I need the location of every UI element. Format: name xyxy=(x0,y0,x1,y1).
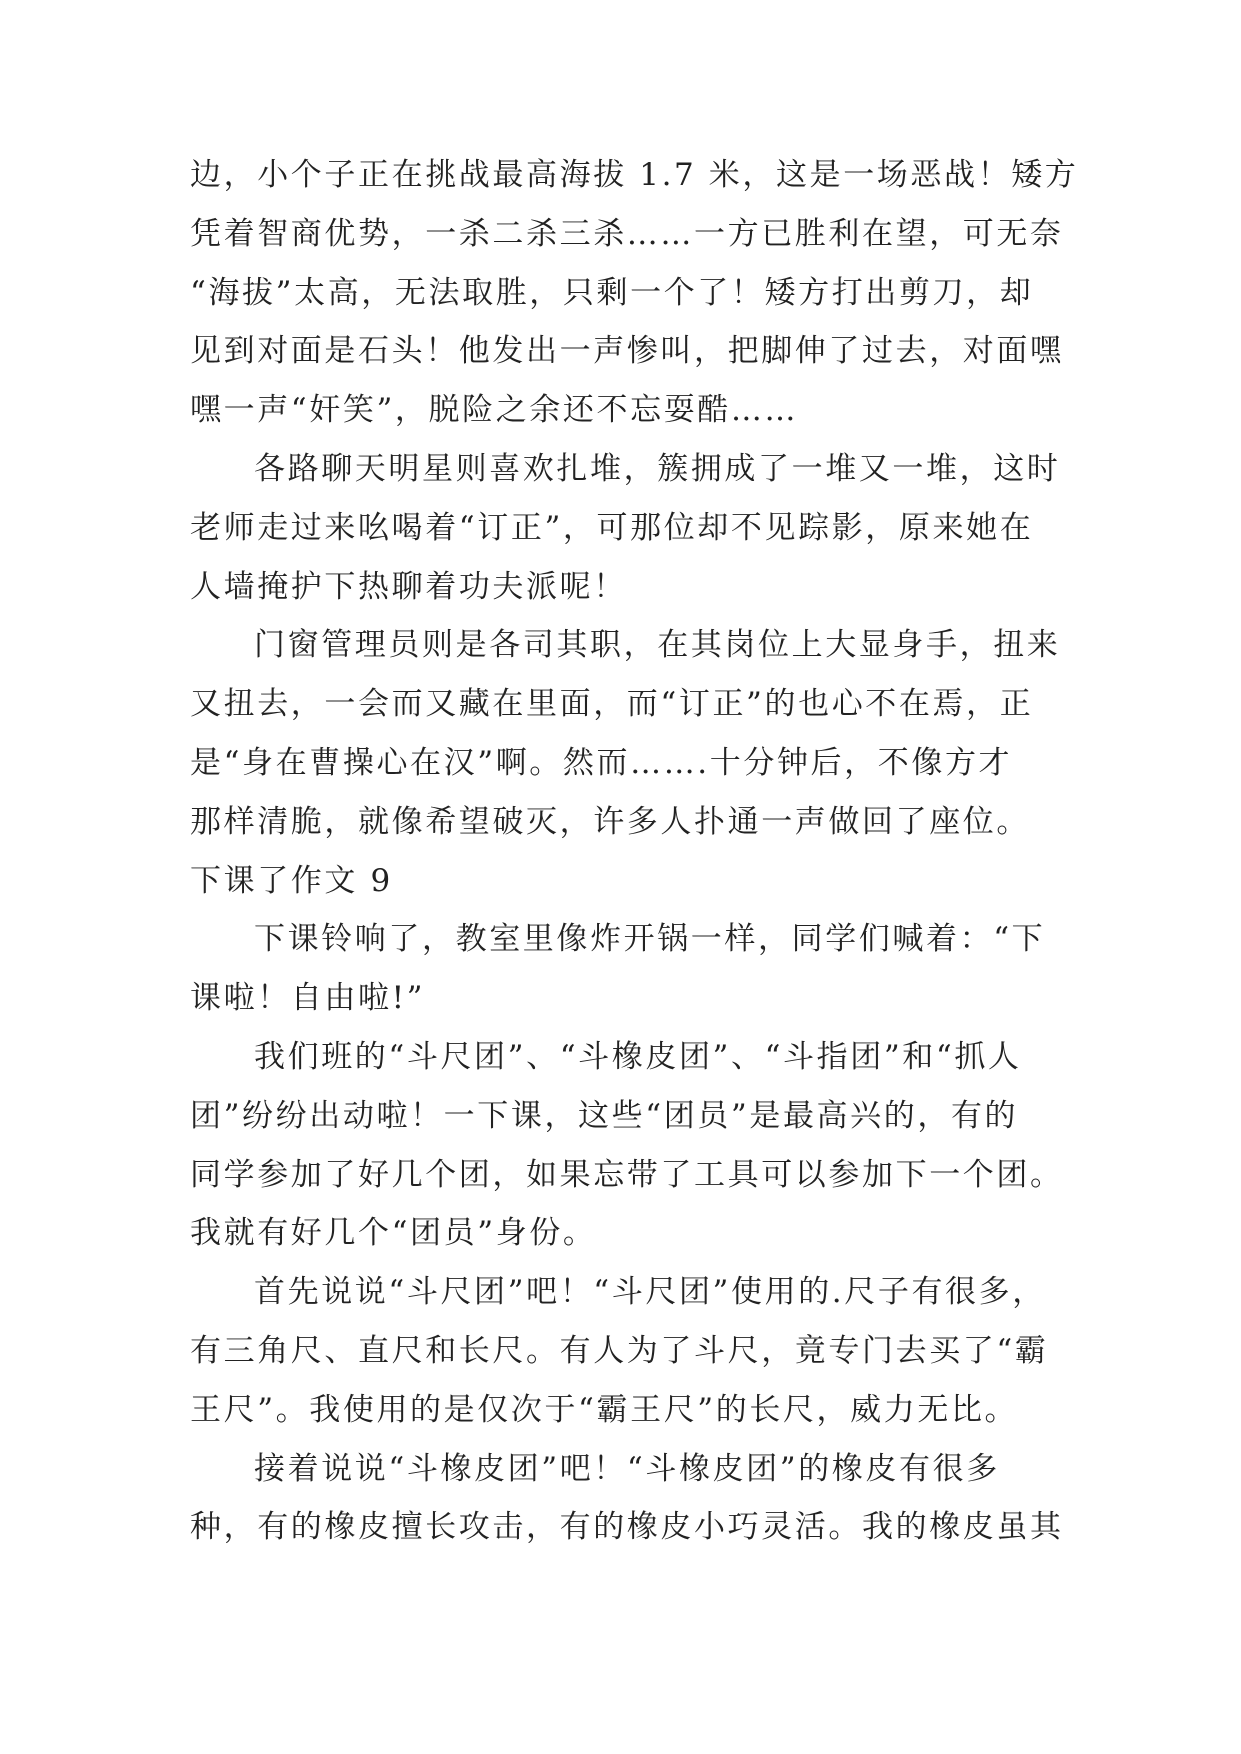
text-line: 有三角尺、直尺和长尺。有人为了斗尺，竟专门去买了“霸 xyxy=(190,1332,1049,1369)
text-line: 种，有的橡皮擅长攻击，有的橡皮小巧灵活。我的橡皮虽其 xyxy=(190,1509,1064,1546)
text-line: 团”纷纷出动啦！一下课，这些“团员”是最高兴的，有的 xyxy=(190,1097,1019,1134)
text-line: 又扭去，一会而又藏在里面，而“订正”的也心不在焉，正 xyxy=(190,686,1034,723)
text-line: 老师走过来吆喝着“订正”，可那位却不见踪影，原来她在 xyxy=(190,509,1034,546)
text-line: 课啦！自由啦!” xyxy=(190,980,426,1017)
text-line: 边，小个子正在挑战最高海拔 1.7 米，这是一场恶战！矮方 xyxy=(190,157,1079,193)
text-line: 见到对面是石头！他发出一声惨叫，把脚伸了过去，对面嘿 xyxy=(190,333,1064,370)
paragraph-first-line: 各路聊天明星则喜欢扎堆，簇拥成了一堆又一堆，这时 xyxy=(254,450,1061,487)
paragraph-first-line: 接着说说“斗橡皮团”吧！“斗橡皮团”的橡皮有很多 xyxy=(254,1450,1000,1487)
text-line: 那样清脆，就像希望破灭，许多人扑通一声做回了座位。 xyxy=(190,803,1030,840)
text-line: 嘿一声“奸笑”，脱险之余还不忘耍酷…… xyxy=(190,392,799,429)
text-line: 我就有好几个“团员”身份。 xyxy=(190,1215,597,1252)
text-line: 凭着智商优势，一杀二杀三杀……一方已胜利在望，可无奈 xyxy=(190,215,1064,252)
paragraph-first-line: 下课铃响了，教室里像炸开锅一样，同学们喊着：“下 xyxy=(254,921,1046,958)
text-line: 人墙掩护下热聊着功夫派呢！ xyxy=(190,568,627,605)
text-line: 王尺”。我使用的是仅次于“霸王尺”的长尺，威力无比。 xyxy=(190,1391,1019,1428)
paragraph-first-line: 首先说说“斗尺团”吧！“斗尺团”使用的.尺子有很多， xyxy=(254,1274,1046,1311)
text-line: 同学参加了好几个团，如果忘带了工具可以参加下一个团。 xyxy=(190,1156,1064,1193)
text-line: “海拔”太高，无法取胜，只剩一个了！矮方打出剪刀，却 xyxy=(190,274,1034,311)
paragraph-first-line: 我们班的“斗尺团”、“斗橡皮团”、“斗指团”和“抓人 xyxy=(254,1038,1022,1075)
section-heading: 下课了作文 9 xyxy=(190,862,393,899)
text-line: 是“身在曹操心在汉”啊。然而…….十分钟后，不像方才 xyxy=(190,744,1013,781)
document-body xyxy=(190,146,1079,1557)
paragraph-first-line: 门窗管理员则是各司其职，在其岗位上大显身手，扭来 xyxy=(254,627,1061,664)
